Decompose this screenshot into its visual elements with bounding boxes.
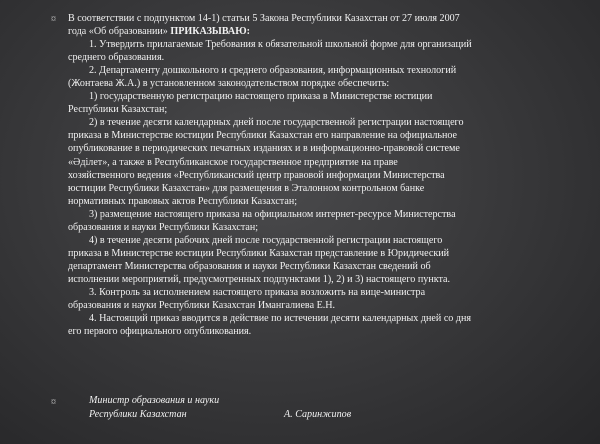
signature-title-line-2: Республики Казахстан [89,408,187,420]
text-line: В соответствии с подпунктом 14-1) статьи 5 Закона Республики Казахстан от 27 июля 2007 [68,13,460,24]
text-line: его первого официального опубликования. [68,326,252,338]
text-line: 4. Настоящий приказ вводится в действие по истечении десяти календарных дней со дня [89,313,472,325]
text-line: 3. Контроль за исполнением настоящего приказа возложить на вице-министра [89,286,426,298]
text-line: 2. Департаменту дошкольного и среднего образования, информационных технологий [89,65,457,77]
text-line: 3) размещение настоящего приказа на официальном интернет-ресурсе Министерства [89,208,456,220]
text-line: приказа в Министерстве юстиции Республики Казахстан представление в Юридический [68,247,450,259]
text-line: (Жонтаева Ж.А.) в установленном законодательством порядке обеспечить: [68,78,390,90]
text-line: хозяйственного ведения «Республиканский центр правовой информации Министерства [68,169,445,181]
order-keyword: ПРИКАЗЫВАЮ: [170,26,250,38]
text-line: Республики Казахстан; [68,104,168,116]
bullet-icon: ¤ [51,397,56,408]
bullet-icon: ¤ [51,14,56,25]
text-line: года «Об образовании» ПРИКАЗЫВАЮ: [68,26,250,38]
signer-name: А. Саринжипов [284,408,352,420]
text-line: образования и науки Республики Казахстан; [68,221,259,233]
text-line: 1) государственную регистрацию настоящего приказа в Министерстве юстиции [89,91,433,103]
text-line: 4) в течение десяти рабочих дней после государственной регистрации настоящего [89,234,443,246]
signature-block [89,394,352,421]
signature-title-line-1: Министр образования и науки [89,395,220,406]
text-line: 2) в течение десяти календарных дней после государственной регистрации настоящего [89,117,464,129]
text-line: исполнении мероприятий, предусмотренных подпунктами 1), 2) и 3) настоящего пункта. [68,273,451,285]
order-text [68,12,588,338]
text-line: опубликование в периодических печатных изданиях и в информационно-правовой системе [68,143,460,155]
text-line: образования и науки Республики Казахстан Имангалиева Е.Н. [68,300,336,312]
text-line: юстиции Республики Казахстан» для размещения в Эталонном контрольном банке [68,182,425,194]
text-line: приказа в Министерстве юстиции Республики Казахстан его направление на официальное [68,130,458,142]
text-line: департамент Министерства образования и науки Республики Казахстан сведений об [68,260,431,272]
text-line: нормативных правовых актов Республики Казахстан; [68,195,298,207]
text-line: «Әділет», а также в Республиканское государственное предприятие на праве [68,156,398,168]
text-line: 1. Утвердить прилагаемые Требования к обязательной школьной форме для организаций [89,39,472,51]
text-line: среднего образования. [68,52,165,64]
